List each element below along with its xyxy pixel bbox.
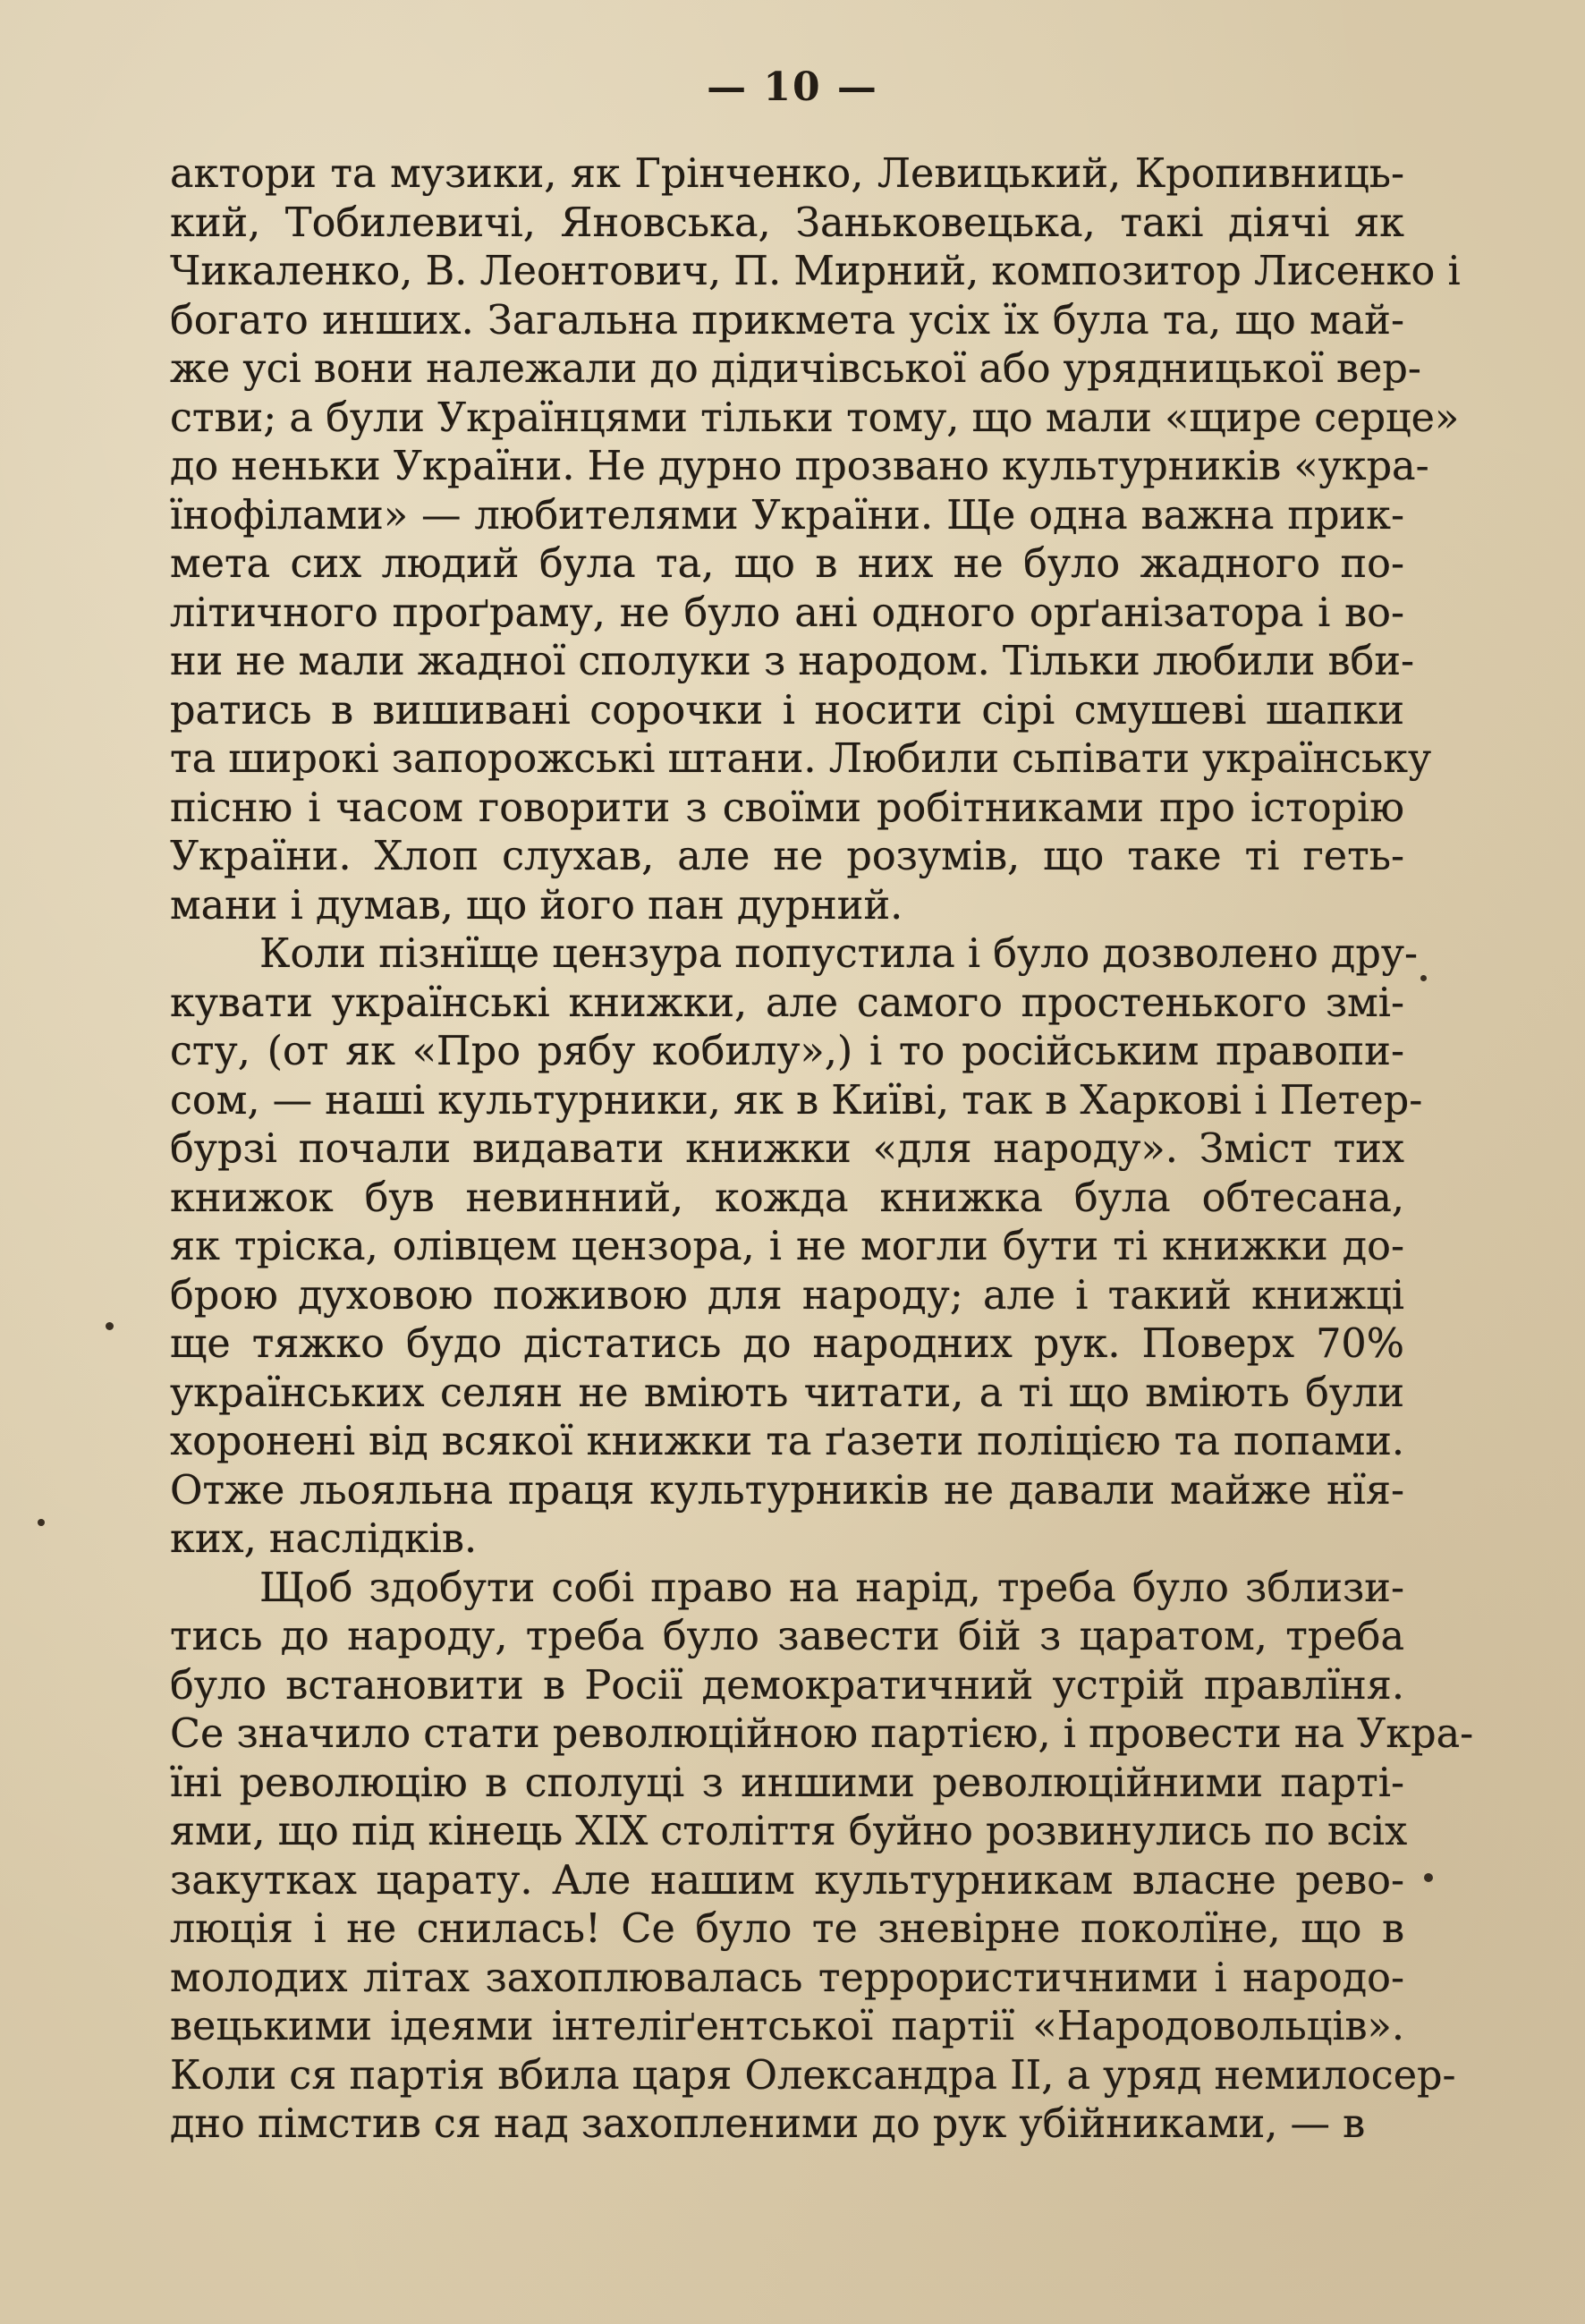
text-line: літичного проґраму, не було ані одного орґанізатора і во- — [170, 589, 1404, 636]
print-speck — [38, 1519, 45, 1526]
text-line: хоронені від всякої книжки та ґазети поліцією та попами. — [170, 1419, 1404, 1464]
text-line: сту, (от як «Про рябу кобилу»,) і то російським правопи- — [170, 1029, 1404, 1074]
text-line: ких, наслідків. — [170, 1516, 478, 1562]
text-line: молодих літах захоплювалась террористичними і народо- — [170, 1955, 1404, 2001]
text-line: стви; а були Українцями тільки тому, що мали «щире серце» — [170, 394, 1460, 441]
text-line: пісню і часом говорити з своїми робітниками про історію — [170, 785, 1404, 831]
text-line: кувати українські книжки, але самого простенького змі- — [170, 980, 1404, 1026]
text-line: сом, — наші культурники, як в Київі, так в Харкові і Петер- — [170, 1077, 1423, 1124]
text-line: та широкі запорожські штани. Любили сьпівати українську — [170, 736, 1432, 782]
text-line: закутках царату. Але нашим культурникам власне рево- — [170, 1857, 1404, 1904]
text-line: книжок був невинний, кожда книжка була обтесана, — [170, 1175, 1404, 1221]
text-line: вецькими ідеями інтеліґентської партії «Народовольців». — [170, 2004, 1404, 2049]
text-line: богато инших. Загальна прикмета усіх їх була та, що май- — [170, 297, 1404, 344]
paragraph-first-line: Щоб здобути собі право на нарід, треба було зблизи- — [259, 1565, 1404, 1611]
page-number: — 10 — — [707, 64, 878, 110]
text-line: Отже льояльна праця культурників не давали майже нїя- — [170, 1467, 1404, 1514]
print-speck — [106, 1322, 114, 1330]
text-line: України. Хлоп слухав, але не розумів, що таке ті геть- — [170, 834, 1404, 879]
text-line: брою духовою поживою для народу; але і такий книжці — [170, 1272, 1404, 1319]
text-line: ще тяжко будо дістатись до народних рук. Поверх 70% — [170, 1321, 1404, 1367]
text-line: їнофілами» — любителями України. Ще одна важна прик- — [170, 492, 1404, 539]
text-line: українських селян не вміють читати, а ті що вміють були — [170, 1370, 1404, 1416]
text-line: ратись в вишивані сорочки і носити сірі смушеві шапки — [170, 687, 1404, 734]
text-line: дно пімстив ся над захопленими до рук убійниками, — в — [170, 2101, 1366, 2147]
text-line: було встановити в Росії демократичний устрій правлїня. — [170, 1662, 1404, 1709]
text-line: ями, що під кінець XIX століття буйно розвинулись по всіх — [170, 1809, 1408, 1854]
text-line: же усі вони належали до дідичівської або урядницької вер- — [170, 346, 1421, 392]
text-line: мани і думав, що його пан дурний. — [170, 882, 903, 929]
text-line: Коли ся партія вбила царя Олександра II, а уряд немилосер- — [170, 2052, 1456, 2099]
text-line: до неньки України. Не дурно прозвано культурників «укра- — [170, 444, 1429, 489]
paragraph-first-line: актори та музики, як Грінченко, Левицький, Кропивниць- — [170, 151, 1404, 197]
text-line: Се значило стати революційною партією, і провести на Укра- — [170, 1711, 1474, 1757]
print-speck — [1420, 975, 1427, 981]
paragraph-first-line: Коли пізнїще цензура попустила і було дозволено дру- — [259, 931, 1419, 977]
text-line: тись до народу, треба було завести бій з царатом, треба — [170, 1614, 1404, 1659]
text-line: ни не мали жадної сполуки з народом. Тільки любили вби- — [170, 639, 1415, 684]
text-line: Чикаленко, В. Леонтович, П. Мирний, композитор Лисенко і — [170, 249, 1461, 294]
text-line: бурзі почали видавати книжки «для народу». Зміст тих — [170, 1126, 1404, 1172]
body-text — [170, 150, 1474, 2150]
print-speck — [1424, 1873, 1433, 1882]
text-line: як тріска, олівцем цензора, і не могли бути ті книжки до- — [170, 1224, 1404, 1269]
text-line: люція і не снилась! Се було те зневірне поколїне, що в — [170, 1906, 1404, 1952]
text-line: їні революцію в сполуці з иншими революційними парті- — [170, 1760, 1404, 1806]
text-line: мета сих людий була та, що в них не було жадного по- — [170, 541, 1404, 587]
text-line: кий, Тобилевичі, Яновська, Заньковецька, такі діячі як — [170, 199, 1404, 246]
